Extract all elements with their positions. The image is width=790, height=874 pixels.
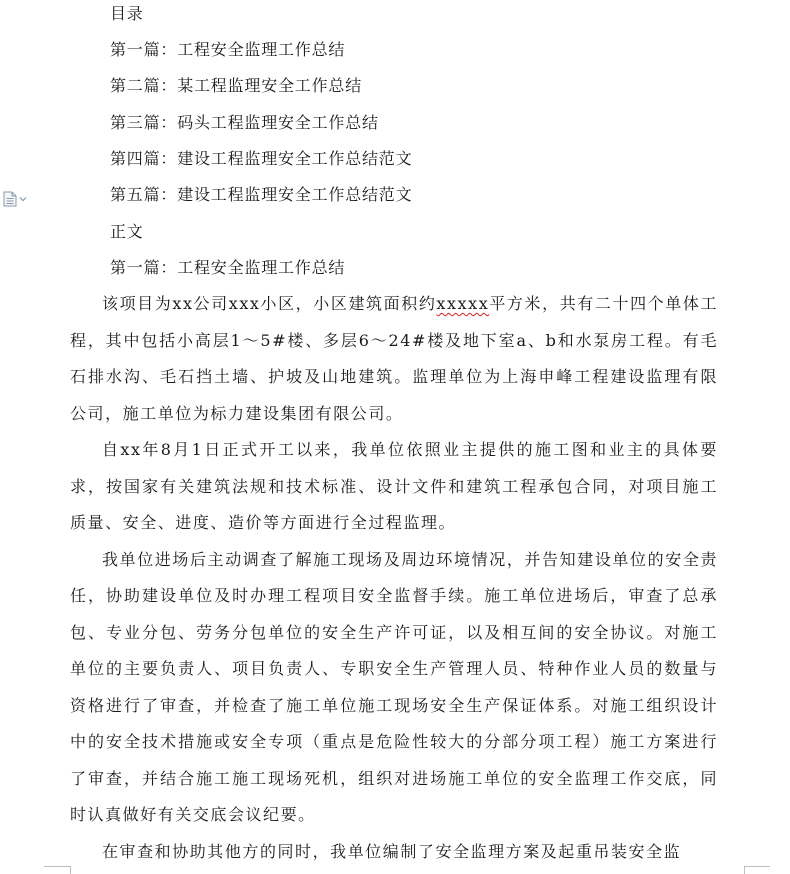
toc-item: 第五篇：建设工程监理安全工作总结范文 bbox=[110, 185, 413, 204]
section-title: 第一篇：工程安全监理工作总结 bbox=[110, 258, 346, 277]
spell-check-mark: xxxxx bbox=[436, 294, 490, 313]
paragraph: 在审查和协助其他方的同时，我单位编制了安全监理方案及起重吊装安全监 bbox=[102, 841, 682, 861]
page-corner-mark bbox=[744, 866, 770, 867]
body-text bbox=[70, 286, 718, 870]
body-heading: 正文 bbox=[110, 222, 144, 241]
paragraph: 该项目为xx公司xxx小区，小区建筑面积约xxxxx平方米，共有二十四个单体工程，其中包括小高层1～5#楼、多层6～24#楼及地下室a、b和水泵房工程。有毛石排水沟、毛石挡土墙、护坡及山地建筑。监理单位为上海申峰工程建设监理有限公司，施工单位为标力建设集团有限公司。 bbox=[70, 294, 718, 423]
chevron-down-icon bbox=[19, 196, 27, 202]
toc-item: 第二篇：某工程监理安全工作总结 bbox=[110, 76, 363, 95]
page-corner-mark bbox=[44, 866, 70, 867]
document-icon[interactable] bbox=[3, 191, 33, 207]
toc-item: 第一篇：工程安全监理工作总结 bbox=[110, 40, 346, 59]
page-icon bbox=[3, 191, 17, 207]
toc-item: 第四篇：建设工程监理安全工作总结范文 bbox=[110, 149, 413, 168]
paragraph: 我单位进场后主动调查了解施工现场及周边环境情况，并告知建设单位的安全责任，协助建设单位及时办理工程项目安全监督手续。施工单位进场后，审查了总承包、专业分包、劳务分包单位的安全生产许可证，以及相互间的安全协议。对施工单位的主要负责人、项目负责人、专职安全生产管理人员、特种作业人员的数量与资格进行了审查，并检查了施工单位施工现场安全生产保证体系。对施工组织设计中的安全技术措施或安全专项（重点是危险性较大的分部分项工程）施工方案进行了审查，并结合施工施工现场死机，组织对进场施工单位的安全监理工作交底，同时认真做好有关交底会议纪要。 bbox=[70, 549, 718, 824]
paragraph: 自xx年8月1日正式开工以来，我单位依照业主提供的施工图和业主的具体要求，按国家有关建筑法规和技术标准、设计文件和建筑工程承包合同，对项目施工质量、安全、进度、造价等方面进行全过程监理。 bbox=[70, 440, 718, 532]
toc-item: 第三篇：码头工程监理安全工作总结 bbox=[110, 113, 379, 132]
toc-heading: 目录 bbox=[110, 4, 144, 23]
